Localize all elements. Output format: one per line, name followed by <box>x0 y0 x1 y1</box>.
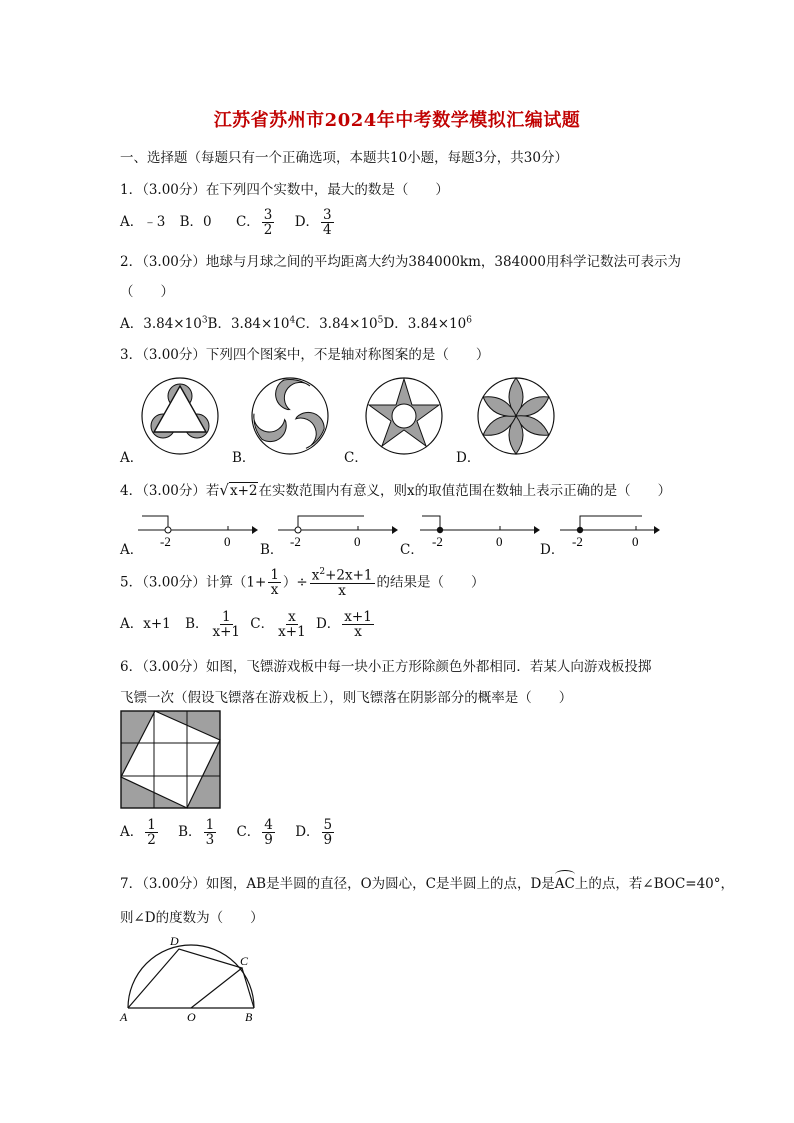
q4-d-tick-neg: -2 <box>572 534 583 549</box>
q7-arc-ac: AC <box>555 876 575 892</box>
q6-option-a-label: A． <box>120 824 144 841</box>
q4-a-tick-neg: -2 <box>160 534 171 549</box>
q4-d-tick-zero: 0 <box>632 534 639 549</box>
q1-stem: 1．（3.00分）在下列四个实数中，最大的数是（ ） <box>120 182 449 198</box>
q6-option-c-label: C． <box>236 824 261 841</box>
q2-options <box>120 312 472 332</box>
q4-option-d: D． <box>540 542 565 558</box>
q7-label-d: D <box>170 934 179 948</box>
q6-option-d-fraction: $\frac{5}{9}$ <box>323 817 333 849</box>
q3-option-c: C． <box>344 450 368 466</box>
q1-option-a: A．﹣3 <box>120 214 166 231</box>
q4-c-tick-neg: -2 <box>432 534 443 549</box>
q1-option-d-label: D． <box>294 214 320 231</box>
q7-label-c: C <box>240 954 249 968</box>
q7-stem-line2: 则∠D的度数为（ ） <box>120 910 264 926</box>
q7-label-o: O <box>187 1010 196 1024</box>
q5-option-b-fraction: $\frac{1}{x+1}$ <box>212 609 240 641</box>
q3-figure-d <box>476 376 556 456</box>
q6-option-d-label: D． <box>295 824 320 841</box>
q2-option-c: C．$3.84\times 10^5$ <box>295 315 384 332</box>
q5-option-d-fraction: $\frac{x+1}{x}$ <box>344 609 372 641</box>
section-heading: 一、选择题（每题只有一个正确选项，本题共10小题，每题3分，共30分） <box>120 150 568 166</box>
q2-option-a: A．$3.84\times 10^3$ <box>120 315 208 332</box>
q3-option-a: A． <box>120 450 144 466</box>
q3-figure-b <box>250 376 330 456</box>
q6-stem-line2: 飞镖一次（假设飞镖落在游戏板上），则飞镖落在阴影部分的概率是（ ） <box>120 690 573 706</box>
q6-option-b-fraction: $\frac{1}{3}$ <box>205 817 215 849</box>
q5-fraction-1: $\frac{1}{x}$ <box>270 567 279 599</box>
q5-option-c-fraction: $\frac{x}{x+1}$ <box>278 609 306 641</box>
q4-radicand: x+2 <box>229 483 258 499</box>
q5-option-a: A．x+1 <box>120 616 171 633</box>
q4-numberline-a <box>138 508 258 550</box>
q6-stem-line1: 6．（3.00分）如图，飞镖游戏板中每一块小正方形除颜色外都相同．若某人向游戏板投掷 <box>120 659 652 675</box>
q1-option-b: B．0 <box>179 214 212 231</box>
q4-option-a: A． <box>120 542 144 558</box>
page-title: 江苏省苏州市2024年中考数学模拟汇编试题 <box>213 110 581 131</box>
q5-options <box>120 610 376 639</box>
q5-option-c-label: C． <box>250 616 275 633</box>
q5-fraction-2: $\frac{x^2+2x+1}{x}$ <box>311 567 373 599</box>
q4-b-tick-neg: -2 <box>290 534 301 549</box>
q4-a-tick-zero: 0 <box>224 534 231 549</box>
q4-numberline-c <box>420 508 540 550</box>
q6-dartboard <box>120 710 222 810</box>
q4-b-tick-zero: 0 <box>354 534 361 549</box>
q7-label-b: B <box>245 1010 253 1024</box>
q3-option-b: B． <box>232 450 256 466</box>
q7-semicircle-figure <box>116 932 266 1024</box>
q7-label-a: A <box>120 1010 128 1024</box>
q3-figure-a <box>140 376 220 456</box>
q4-stem: 4．（3.00分）若√x+2在实数范围内有意义，则x的取值范围在数轴上表示正确的是（ ） <box>120 481 672 499</box>
q2-option-b: B．$3.84\times 10^4$ <box>207 315 296 332</box>
q5-option-b-label: B． <box>185 616 209 633</box>
q4-c-tick-zero: 0 <box>496 534 503 549</box>
q3-figure-c <box>364 376 444 456</box>
q4-numberline-b <box>278 508 398 550</box>
q7-stem-line1: 7．（3.00分）如图，AB是半圆的直径，O为圆心，C是半圆上的点，D是 AC上的点，若∠BOC=40°， <box>120 872 734 892</box>
q4-option-b: B． <box>260 542 284 558</box>
q1-option-d-fraction: $\frac{3}{4}$ <box>323 207 332 239</box>
q1-option-c-label: C． <box>235 214 260 231</box>
q2-stem: 2．（3.00分）地球与月球之间的平均距离大约为384000km，384000用科学记数法可表示为 <box>120 254 681 270</box>
q6-options <box>120 818 336 847</box>
q5-option-d-label: D． <box>315 616 341 633</box>
q3-option-d: D． <box>456 450 481 466</box>
q1-option-c-fraction: $\frac{3}{2}$ <box>263 207 273 239</box>
q2-option-d: D．$3.84\times 10^6$ <box>383 315 472 332</box>
q3-stem: 3．（3.00分）下列四个图案中，不是轴对称图案的是（ ） <box>120 347 490 363</box>
q6-option-a-fraction: $\frac{1}{2}$ <box>147 817 156 849</box>
q6-option-c-fraction: $\frac{4}{9}$ <box>264 817 273 849</box>
q4-numberline-d <box>560 508 660 550</box>
q1-options <box>120 208 336 237</box>
q2-paren: （ ） <box>120 284 174 300</box>
q6-option-b-label: B． <box>178 824 202 841</box>
q4-option-c: C． <box>400 542 424 558</box>
q5-stem: 5．（3.00分）计算（1+ $\frac{1}{x}$ ）÷ $\frac{x^2+2x+1}{x}$ 的结果是（ ） <box>120 567 485 599</box>
